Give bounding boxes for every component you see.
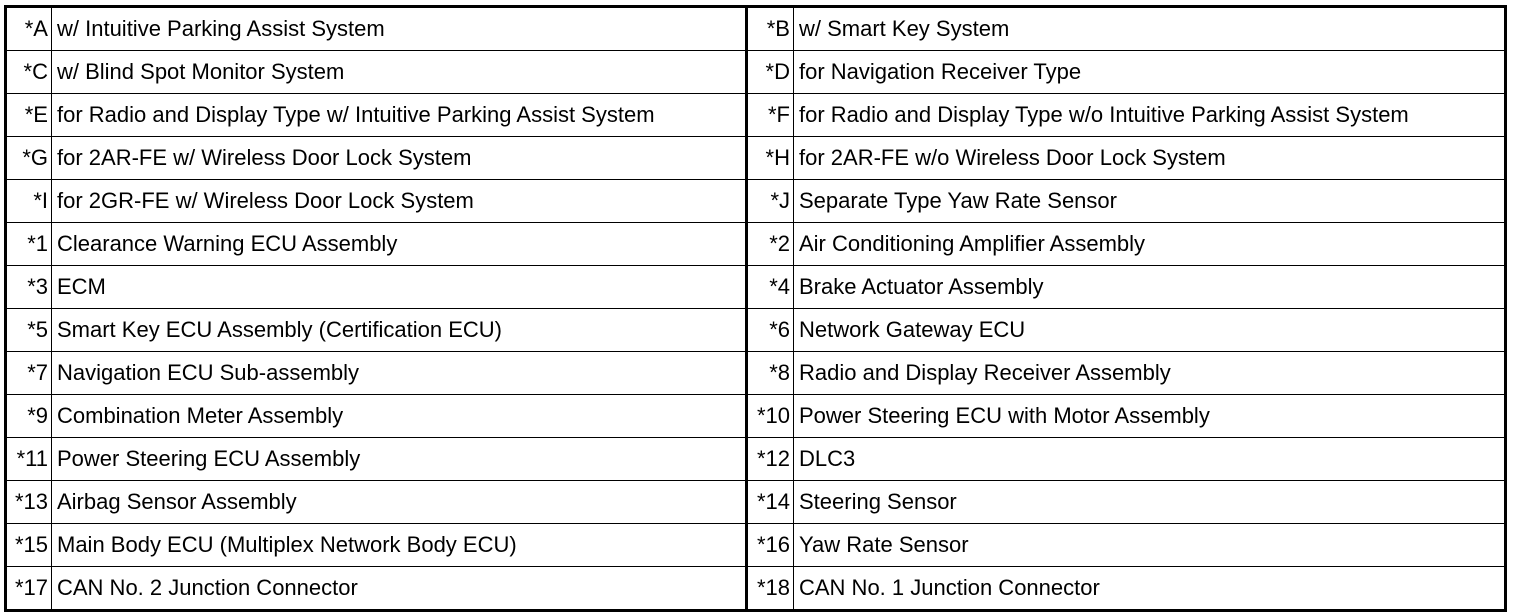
legend-row [6,438,1506,481]
right-code: *8 [747,352,794,395]
left-code: *11 [6,438,52,481]
legend-table [4,5,1507,612]
right-code: *F [747,94,794,137]
left-code: *13 [6,481,52,524]
legend-row [6,180,1506,223]
left-code: *A [6,7,52,51]
left-code: *G [6,137,52,180]
right-code: *B [747,7,794,51]
right-description: w/ Smart Key System [794,7,1506,51]
right-description: CAN No. 1 Junction Connector [794,567,1506,611]
right-code: *H [747,137,794,180]
legend-row [6,51,1506,94]
right-code: *D [747,51,794,94]
legend-row [6,567,1506,611]
left-description: for 2AR-FE w/ Wireless Door Lock System [52,137,747,180]
right-description: Air Conditioning Amplifier Assembly [794,223,1506,266]
left-description: CAN No. 2 Junction Connector [52,567,747,611]
right-description: for 2AR-FE w/o Wireless Door Lock System [794,137,1506,180]
legend-row [6,309,1506,352]
legend-row [6,352,1506,395]
right-description: Steering Sensor [794,481,1506,524]
left-code: *E [6,94,52,137]
legend-row [6,481,1506,524]
left-description: for Radio and Display Type w/ Intuitive Parking Assist System [52,94,747,137]
right-description: Yaw Rate Sensor [794,524,1506,567]
legend-row [6,223,1506,266]
legend-row [6,7,1506,51]
legend-body [6,7,1506,611]
right-code: *10 [747,395,794,438]
left-description: w/ Blind Spot Monitor System [52,51,747,94]
right-description: Power Steering ECU with Motor Assembly [794,395,1506,438]
left-code: *17 [6,567,52,611]
left-code: *9 [6,395,52,438]
right-description: Network Gateway ECU [794,309,1506,352]
right-code: *14 [747,481,794,524]
right-code: *2 [747,223,794,266]
left-description: Navigation ECU Sub-assembly [52,352,747,395]
left-description: Main Body ECU (Multiplex Network Body ECU) [52,524,747,567]
legend-row [6,395,1506,438]
left-description: w/ Intuitive Parking Assist System [52,7,747,51]
left-description: Smart Key ECU Assembly (Certification ECU) [52,309,747,352]
legend-row [6,94,1506,137]
legend-row [6,524,1506,567]
left-description: Clearance Warning ECU Assembly [52,223,747,266]
right-description: Brake Actuator Assembly [794,266,1506,309]
left-description: Power Steering ECU Assembly [52,438,747,481]
right-code: *4 [747,266,794,309]
right-description: DLC3 [794,438,1506,481]
left-code: *3 [6,266,52,309]
left-code: *C [6,51,52,94]
right-description: for Navigation Receiver Type [794,51,1506,94]
left-code: *15 [6,524,52,567]
right-code: *6 [747,309,794,352]
right-code: *16 [747,524,794,567]
left-description: Combination Meter Assembly [52,395,747,438]
left-code: *5 [6,309,52,352]
right-code: *12 [747,438,794,481]
left-description: for 2GR-FE w/ Wireless Door Lock System [52,180,747,223]
right-description: Separate Type Yaw Rate Sensor [794,180,1506,223]
right-code: *J [747,180,794,223]
left-description: ECM [52,266,747,309]
left-code: *1 [6,223,52,266]
right-code: *18 [747,567,794,611]
legend-row [6,266,1506,309]
legend-row [6,137,1506,180]
left-code: *7 [6,352,52,395]
left-code: *I [6,180,52,223]
right-description: for Radio and Display Type w/o Intuitive Parking Assist System [794,94,1506,137]
left-description: Airbag Sensor Assembly [52,481,747,524]
right-description: Radio and Display Receiver Assembly [794,352,1506,395]
